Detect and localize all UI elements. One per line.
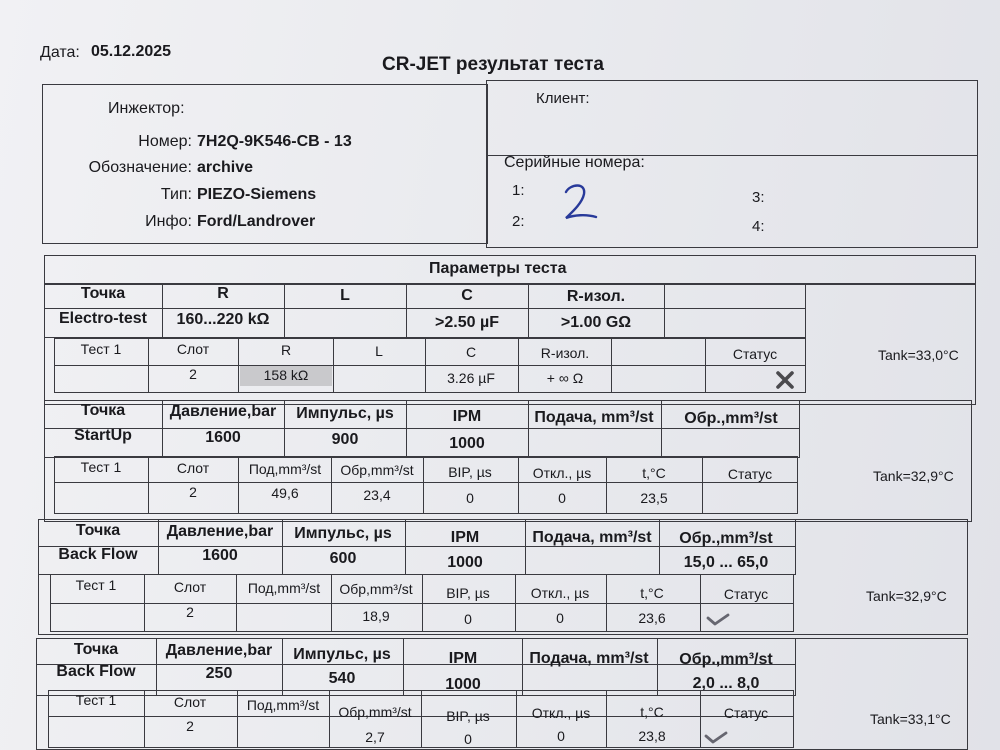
date-label: Дата:: [40, 44, 80, 61]
backflow1-pressure: 1600: [202, 547, 238, 564]
startup-test-delivery: 49,6: [271, 485, 299, 501]
backflow2-test-label: Тест 1: [75, 692, 117, 708]
backflow1-return-limit: 15,0 ... 65,0: [683, 554, 769, 571]
number-label: Номер:: [138, 133, 192, 150]
startup-head-return: Обр.,mm³/st: [684, 410, 778, 427]
designation-label: Обозначение:: [88, 159, 192, 176]
backflow2-test-return: 2,7: [365, 729, 385, 745]
backflow1-tank-temp: Tank=32,9°C: [866, 588, 947, 604]
startup-head-ipm: IPM: [452, 408, 482, 425]
startup-test-head-delivery: Под,mm³/st: [248, 461, 322, 477]
electro-test-slot: 2: [189, 366, 197, 382]
backflow2-pulse: 540: [328, 670, 356, 687]
backflow2-return-limit: 2,0 ... 8,0: [692, 675, 760, 692]
backflow1-test-head-status: Статус: [723, 586, 769, 602]
handwritten-serial-1: [560, 182, 600, 224]
backflow2-test-head-temp: t,°C: [640, 704, 664, 720]
info-value: Ford/Landrover: [197, 213, 316, 230]
backflow2-test-head-return: Обр,mm³/st: [338, 704, 412, 720]
injector-label: Инжектор:: [108, 100, 185, 117]
backflow2-head-delivery: Подача, mm³/st: [529, 650, 649, 667]
backflow2-point-name: Back Flow: [56, 663, 136, 680]
electro-test-label: Тест 1: [80, 341, 122, 357]
startup-head-delivery: Подача, mm³/st: [534, 409, 654, 426]
serial-1-label: 1:: [512, 182, 525, 199]
electro-test-head-c: C: [465, 344, 477, 360]
electro-head-r: R: [217, 285, 229, 302]
electro-test-head-riso: R-изол.: [540, 345, 590, 361]
backflow2-head-return: Обр.,mm³/st: [679, 651, 773, 668]
backflow1-head-pressure: Давление,bar: [166, 523, 274, 540]
backflow1-test-head-temp: t,°C: [640, 585, 664, 601]
backflow2-test-head-slot: Слот: [173, 694, 207, 710]
cross-icon: [774, 370, 796, 390]
electro-test-riso: + ∞ Ω: [546, 370, 584, 386]
client-label: Клиент:: [536, 90, 590, 107]
backflow2-test-slot: 2: [186, 718, 194, 734]
report-title: CR-JET результат теста: [382, 54, 604, 75]
startup-test-head-status: Статус: [727, 466, 773, 482]
startup-head-pressure: Давление,bar: [169, 403, 277, 420]
backflow1-ipm: 1000: [447, 554, 483, 571]
electro-head-l: L: [340, 287, 350, 304]
params-title: Параметры теста: [429, 260, 567, 277]
backflow2-head-ipm: IPM: [448, 650, 478, 667]
startup-test-head-slot: Слот: [176, 460, 210, 476]
electro-test-head-r: R: [280, 342, 292, 358]
backflow2-head-pressure: Давление,bar: [165, 642, 273, 659]
startup-point-table: [44, 400, 800, 458]
backflow1-head-pulse: Импульс, µs: [294, 525, 392, 542]
startup-pressure: 1600: [205, 429, 241, 446]
backflow1-test-head-delivery: Под,mm³/st: [247, 580, 321, 596]
backflow1-head-delivery: Подача, mm³/st: [532, 529, 652, 546]
backflow2-head-pulse: Импульс, µs: [293, 646, 391, 663]
startup-test-head-return: Обр,mm³/st: [340, 462, 414, 478]
startup-test-temp: 23,5: [640, 490, 668, 506]
startup-point-name: StartUp: [74, 427, 132, 444]
startup-test-head-temp: t,°C: [642, 465, 666, 481]
electro-test-c: 3.26 µF: [447, 370, 495, 386]
backflow1-test-return: 18,9: [362, 608, 390, 624]
check-icon: [706, 613, 730, 627]
electro-riso-limit: >1.00 GΩ: [560, 314, 632, 331]
electro-r-limit: 160...220 kΩ: [176, 311, 270, 328]
startup-test-slot: 2: [189, 484, 197, 500]
date-value: 05.12.2025: [91, 43, 172, 60]
backflow2-test-head-status: Статус: [723, 705, 769, 721]
backflow1-test-temp: 23,6: [638, 610, 666, 626]
startup-head-point: Точка: [80, 402, 126, 419]
backflow1-head-ipm: IPM: [450, 529, 480, 546]
backflow1-test-head-return: Обр,mm³/st: [339, 581, 413, 597]
backflow1-test-bip: 0: [464, 611, 472, 627]
serials-label: Серийные номера:: [504, 154, 645, 171]
startup-test-return: 23,4: [363, 487, 391, 503]
number-value: 7H2Q-9K546-CB - 13: [197, 133, 352, 150]
backflow2-ipm: 1000: [445, 676, 481, 693]
startup-pulse: 900: [331, 431, 359, 448]
startup-tank-temp: Tank=32,9°C: [873, 468, 954, 484]
startup-ipm: 1000: [449, 435, 485, 452]
serial-2-label: 2:: [512, 213, 525, 230]
backflow2-test-bip: 0: [464, 731, 472, 747]
info-label: Инфо:: [145, 213, 192, 230]
backflow2-head-point: Точка: [73, 641, 119, 658]
backflow1-head-return: Обр.,mm³/st: [679, 530, 773, 547]
electro-test-head-status: Статус: [732, 346, 778, 362]
startup-test-offset: 0: [558, 490, 566, 506]
serial-3-label: 3:: [752, 189, 765, 206]
backflow1-pulse: 600: [329, 550, 357, 567]
startup-test-label: Тест 1: [80, 459, 122, 475]
backflow2-pressure: 250: [205, 665, 233, 682]
backflow2-tank-temp: Tank=33,1°C: [870, 711, 951, 727]
backflow1-test-slot: 2: [186, 604, 194, 620]
startup-head-pulse: Импульс, µs: [296, 405, 394, 422]
electro-c-limit: >2.50 µF: [435, 314, 499, 331]
startup-test-head-offset: Откл., µs: [532, 465, 592, 481]
backflow1-test-head-bip: BIP, µs: [446, 585, 490, 601]
electro-point-name: Electro-test: [58, 310, 148, 327]
check-icon: [704, 731, 728, 745]
serial-4-label: 4:: [752, 218, 765, 235]
backflow1-point-name: Back Flow: [58, 546, 138, 563]
backflow2-test-head-offset: Откл., µs: [531, 705, 591, 721]
backflow1-test-head-offset: Откл., µs: [530, 585, 590, 601]
electro-point-table: [44, 283, 806, 338]
electro-test-head-slot: Слот: [176, 341, 210, 357]
type-value: PIEZO-Siemens: [197, 186, 317, 203]
backflow1-test-offset: 0: [556, 610, 564, 626]
backflow2-test-temp: 23,8: [638, 728, 666, 744]
type-label: Тип:: [160, 186, 192, 203]
backflow1-head-point: Точка: [75, 522, 121, 539]
electro-tank-temp: Tank=33,0°C: [878, 347, 959, 363]
electro-head-point: Точка: [80, 285, 126, 302]
startup-test-head-bip: BIP, µs: [448, 464, 492, 480]
electro-head-c: C: [461, 287, 473, 304]
startup-test-table: [54, 456, 798, 514]
electro-test-r: 158 kΩ: [263, 367, 309, 383]
electro-head-riso: R-изол.: [566, 288, 626, 305]
backflow2-test-offset: 0: [557, 728, 565, 744]
backflow2-test-head-bip: BIP, µs: [446, 708, 490, 724]
backflow2-test-head-delivery: Под,mm³/st: [246, 697, 320, 713]
designation-value: archive: [197, 159, 254, 176]
startup-test-bip: 0: [466, 490, 474, 506]
backflow1-test-head-slot: Слот: [173, 579, 207, 595]
electro-test-head-l: L: [375, 343, 383, 359]
backflow1-test-label: Тест 1: [75, 577, 117, 593]
